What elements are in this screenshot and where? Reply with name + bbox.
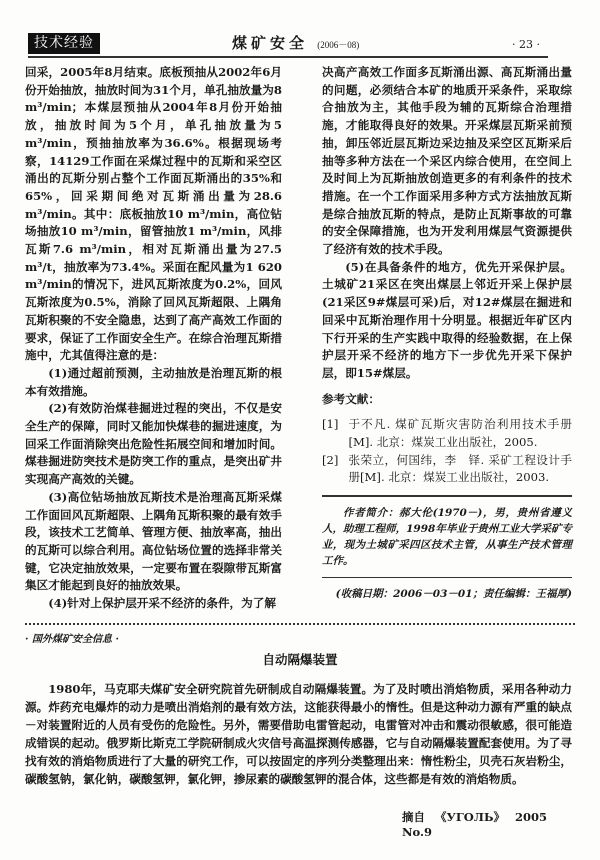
page-header (25, 33, 575, 56)
paragraph: 决高产高效工作面多瓦斯涌出源、高瓦斯涌出量的问题，必须结合本矿的地质开采条件，采取综合抽放为主，其他手段为辅的瓦斯综合治理措施，才能取得良好的效果。开采煤层瓦斯采前预抽，卸压邻近层瓦斯边采边抽及采空区瓦斯采后抽等多种方法在一个采区内综合使用，在空间上及时间上为瓦斯抽放创造更多的有利条件的技术措施。在一个工作面采用多种方式方法抽放瓦斯是综合抽放瓦斯的特点，是防止瓦斯事故的可靠的安全保障措施，也为开发利用煤层气资源提供了经济有效的技术手段。 (322, 65, 572, 257)
article-columns (25, 64, 575, 613)
journal-issue: (2006－08) (317, 40, 360, 50)
references-heading: 参考文献： (322, 391, 380, 406)
reference-item (322, 452, 572, 487)
reference-text: 于不凡. 煤矿瓦斯灾害防治利用技术手册[M]. 北京：煤炭工业出版社，2005. (348, 417, 572, 450)
paragraph: (5)在具备条件的地方，优先开采保护层。土城矿21采区在突出煤层上邻近开采上保护层(21采区9#煤层可采)后，对12#煤层在掘进和回采中瓦斯治理作用十分明显。根据近年矿区内下行开采的生产实践中取得的经验数据，在上保护层开采不经济的地方下一步优先开采下保护层，即15#煤层。 (322, 259, 572, 380)
journal-name: 煤矿安全 (232, 34, 309, 52)
received-date: (收稿日期：2006－03－01；责任编辑：王福厚) (335, 588, 572, 601)
page-number: · 23 · (512, 38, 540, 51)
left-column (25, 64, 282, 613)
reference-item (322, 416, 572, 451)
reference-number: [1] (322, 417, 339, 432)
news-title: 自动隔爆装置 (262, 651, 338, 667)
paragraph: (1)通过超前预测，主动抽放是治理瓦斯的根本有效措施。 (25, 365, 282, 398)
paragraph: (3)高位钻场抽放瓦斯技术是治理高瓦斯采煤工作面回风瓦斯超限、上隅角瓦斯积聚的最有效手段，该技术工艺简单、管理方便、抽放率高，抽出的瓦斯可以综合利用。高位钻场位置的选择非常关键，它决定抽放效果，一定要布置在裂隙带瓦斯富集区才能起到良好的抽放效果。 (25, 489, 282, 593)
paragraph: (2)有效防治煤巷掘进过程的突出，不仅是安全生产的保障，同时又能加快煤巷的掘进速度，为回采工作面消除突出危险性拓展空间和增加时间。煤巷掘进防突技术是防突工作的重点，是突出矿井实现高产高效的关键。 (25, 401, 282, 487)
divider (322, 577, 572, 579)
dotted-separator (25, 623, 575, 625)
reference-text: 张荣立，何国纬，李 铎. 采矿工程设计手册[M]. 北京：煤炭工业出版社，2003. (348, 452, 572, 485)
journal-title (232, 34, 359, 54)
news-source: 摘自 《УГОЛЬ》 2005 No.9 (402, 809, 547, 839)
news-body: 1980年，马克耶夫煤矿安全研究院首先研制成自动隔爆装置。为了及时喷出消焰物质，采用各种动力源。炸药充电爆炸的动力是喷出消焰剂的最有效方法，这能获得最小的惰性。但是这种动力源有严重的缺点－对装置附近的人员有受伤的危险性。另外，需要借助电雷管起动，电雷管对冲击和震动很敏感，很可能造成错误的起动。俄罗斯比斯克工学院研制成火灾信号高温探测传感器，它与自动隔爆装置配套使用。为了寻找有效的消焰物质进行了大量的研究工作，可以按固定的序列分类整理出来：惰性粉尘，贝壳石灰岩粉尘，碳酸氢钠，氯化钠，碳酸氢钾，氯化钾，掺尿素的碳酸氢钾的混合体，这些都是有效的消焰物质。 (25, 681, 572, 786)
reference-number: [2] (322, 452, 339, 467)
author-bio: 作者简介：郝大伦(1970－)，男，贵州省遵义人，助理工程师，1998年毕业于贵州工业大学采矿专业，现为土城矿采四区技术主管，从事生产技术管理工作。 (322, 506, 572, 567)
paragraph: 回采，2005年8月结束。底板预抽从2002年6月份开始抽放，抽放时间为31个月，单孔抽放量为8 m³/min；本煤层预抽从2004年8月份开始抽放，抽放时间为5个月，单孔抽放量为5 m³/min，预抽抽放率为36.6%。根据现场考察，14129工作面在采煤过程中的瓦斯和采空区涌出的瓦斯分别占整个工作面瓦斯涌出的35%和65%，回采期间绝对瓦斯涌出量为28.6 m³/min。其中：底板抽放10 m³/min，高位钻场抽放10 m³/min，留管抽放1 m³/min，风排瓦斯7.6 m³/min，相对瓦斯涌出量为27.5 m³/t，抽放率为73.4%。采面在配风量为1 620 m³/min的情况下，进风瓦斯浓度为0.2%，回风瓦斯浓度为0.5%，消除了回风瓦斯超限、上隅角瓦斯积聚的不安全隐患，达到了高产高效工作面的要求，保证了工作面安全生产。在综合治理瓦斯措施中，尤其值得注意的是： (25, 65, 282, 363)
paragraph: (4)针对上保护层开采不经济的条件，为了解 (48, 596, 276, 611)
right-column (322, 64, 572, 602)
divider (322, 495, 572, 497)
header-rule (28, 56, 548, 58)
section-tag: 技术经验 (28, 33, 100, 54)
news-section-label: · 国外煤矿安全信息 · (25, 633, 119, 645)
